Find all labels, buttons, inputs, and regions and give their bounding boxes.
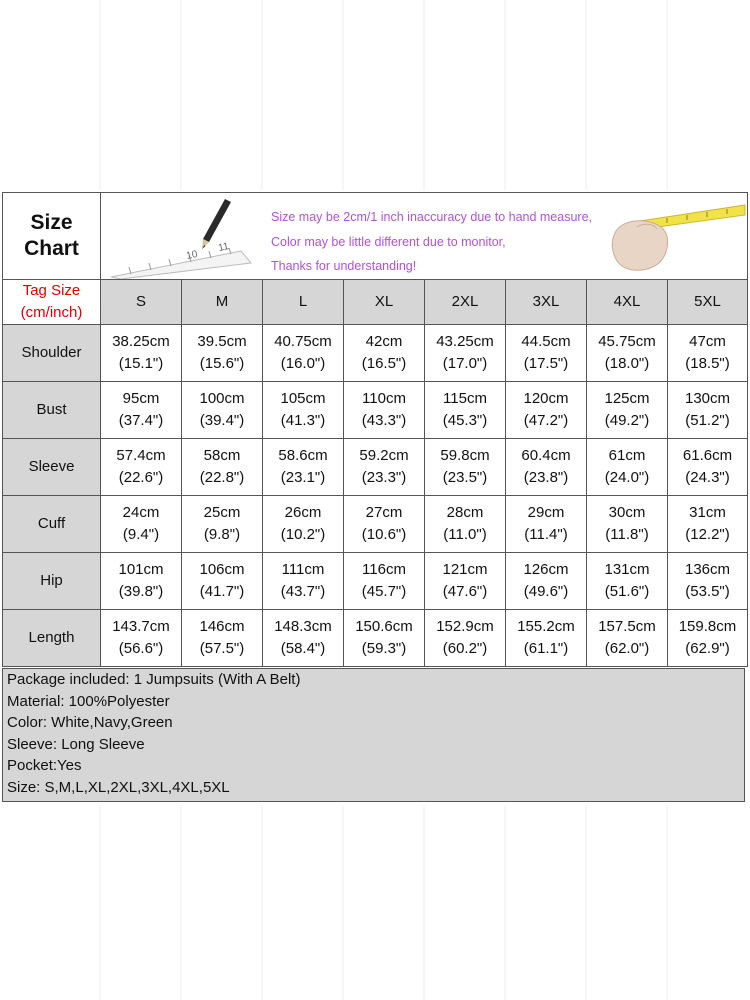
measurement-cell bbox=[506, 325, 587, 382]
size-header-l: L bbox=[263, 280, 344, 325]
inch-value: (24.0") bbox=[604, 469, 650, 486]
inch-value: (58.4") bbox=[280, 640, 326, 657]
cm-value: 40.75cm bbox=[274, 333, 332, 350]
cm-value: 115cm bbox=[443, 390, 487, 407]
note-2: Color may be little different due to monitor, bbox=[271, 234, 506, 249]
row-label: Cuff bbox=[3, 496, 101, 553]
info-sleeve: Sleeve: Long Sleeve bbox=[7, 735, 145, 753]
tag-size-label-line-1: Tag Size bbox=[22, 282, 81, 299]
cm-value: 30cm bbox=[608, 504, 646, 521]
measurement-cell bbox=[587, 553, 668, 610]
measurement-cell bbox=[668, 496, 748, 553]
measurement-cell bbox=[668, 382, 748, 439]
measurement-cell bbox=[101, 553, 182, 610]
measurement-cell bbox=[668, 325, 748, 382]
inch-value: (39.4") bbox=[199, 412, 245, 429]
inch-value: (62.0") bbox=[604, 640, 650, 657]
inch-value: (51.6") bbox=[604, 583, 650, 600]
size-chart bbox=[2, 192, 747, 667]
measurement-cell bbox=[182, 610, 263, 667]
cm-value: 143.7cm bbox=[112, 618, 170, 635]
measurement-cell bbox=[668, 610, 748, 667]
ruler-mark-11: 11 bbox=[217, 241, 230, 254]
cm-value: 148.3cm bbox=[274, 618, 332, 635]
measurement-cell bbox=[587, 382, 668, 439]
table-row bbox=[3, 553, 748, 610]
row-label: Shoulder bbox=[3, 325, 101, 382]
inch-value: (51.2") bbox=[685, 412, 730, 429]
inch-value: (22.6") bbox=[118, 469, 164, 486]
cm-value: 47cm bbox=[689, 333, 726, 350]
cm-value: 59.2cm bbox=[359, 447, 409, 464]
table-row bbox=[3, 382, 748, 439]
measurement-cell bbox=[425, 553, 506, 610]
measurement-cell bbox=[344, 496, 425, 553]
cm-value: 25cm bbox=[203, 504, 241, 521]
inch-value: (57.5") bbox=[199, 640, 245, 657]
cm-value: 44.5cm bbox=[521, 333, 571, 350]
size-header-5xl: 5XL bbox=[668, 280, 748, 325]
size-chart-title bbox=[3, 193, 101, 280]
inch-value: (15.6") bbox=[199, 355, 245, 372]
cm-value: 39.5cm bbox=[197, 333, 247, 350]
cm-value: 57.4cm bbox=[116, 447, 166, 464]
inch-value: (18.5") bbox=[685, 355, 730, 372]
info-material: Material: 100%Polyester bbox=[7, 692, 170, 710]
inch-value: (23.1") bbox=[280, 469, 326, 486]
cm-value: 146cm bbox=[199, 618, 245, 635]
inch-value: (18.0") bbox=[604, 355, 650, 372]
inch-value: (61.1") bbox=[523, 640, 569, 657]
measurement-cell bbox=[506, 553, 587, 610]
measurement-cell bbox=[425, 382, 506, 439]
info-pocket: Pocket:Yes bbox=[7, 757, 82, 775]
measurement-cell bbox=[344, 382, 425, 439]
cm-value: 27cm bbox=[365, 504, 403, 521]
measurement-rows bbox=[3, 325, 748, 667]
cm-value: 105cm bbox=[280, 390, 326, 407]
measurement-cell bbox=[263, 610, 344, 667]
inch-value: (9.4") bbox=[122, 526, 160, 543]
measurement-cell bbox=[587, 439, 668, 496]
inch-value: (56.6") bbox=[118, 640, 164, 657]
note-3: Thanks for understanding! bbox=[271, 259, 417, 273]
inch-value: (24.3") bbox=[685, 469, 730, 486]
cm-value: 121cm bbox=[442, 561, 488, 578]
measurement-cell bbox=[101, 439, 182, 496]
inch-value: (16.0") bbox=[280, 355, 326, 372]
cm-value: 111cm bbox=[281, 561, 325, 578]
cm-value: 131cm bbox=[604, 561, 650, 578]
tag-size-label bbox=[3, 280, 101, 325]
size-header-s: S bbox=[101, 280, 182, 325]
size-header-2xl: 2XL bbox=[425, 280, 506, 325]
inch-value: (16.5") bbox=[361, 355, 407, 372]
ruler-mark-10: 10 bbox=[185, 248, 199, 262]
measurement-cell bbox=[101, 325, 182, 382]
table-row bbox=[3, 439, 748, 496]
measurement-cell bbox=[101, 382, 182, 439]
cm-value: 59.8cm bbox=[440, 447, 490, 464]
cm-value: 152.9cm bbox=[436, 618, 494, 635]
measurement-cell bbox=[182, 496, 263, 553]
measurement-cell bbox=[344, 553, 425, 610]
measurement-cell bbox=[344, 610, 425, 667]
measurement-cell bbox=[182, 439, 263, 496]
cm-value: 136cm bbox=[684, 561, 731, 578]
table-row bbox=[3, 610, 748, 667]
inch-value: (45.3") bbox=[442, 412, 488, 429]
cm-value: 58cm bbox=[203, 447, 241, 464]
inch-value: (10.2") bbox=[280, 526, 326, 543]
inch-value: (39.8") bbox=[118, 583, 164, 600]
measurement-cell bbox=[263, 439, 344, 496]
measurement-cell bbox=[425, 439, 506, 496]
cm-value: 29cm bbox=[527, 504, 565, 521]
inch-value: (45.7") bbox=[361, 583, 407, 600]
inch-value: (37.4") bbox=[118, 412, 164, 429]
measuring-tape-hand-icon bbox=[607, 193, 747, 279]
row-label: Length bbox=[3, 610, 101, 667]
inch-value: (11.8") bbox=[605, 526, 649, 543]
inch-value: (49.6") bbox=[523, 583, 569, 600]
cm-value: 26cm bbox=[284, 504, 322, 521]
cm-value: 106cm bbox=[199, 561, 245, 578]
cm-value: 150.6cm bbox=[355, 618, 413, 635]
cm-value: 45.75cm bbox=[598, 333, 656, 350]
notes bbox=[271, 205, 592, 279]
cm-value: 100cm bbox=[199, 390, 245, 407]
inch-value: (62.9") bbox=[685, 640, 730, 657]
cm-value: 130cm bbox=[684, 390, 731, 407]
inch-value: (41.3") bbox=[280, 412, 326, 429]
inch-value: (9.8") bbox=[203, 526, 241, 543]
measurement-cell bbox=[425, 496, 506, 553]
cm-value: 159.8cm bbox=[678, 618, 737, 635]
info-package: Package included: 1 Jumpsuits (With A Belt) bbox=[7, 671, 301, 688]
measurement-cell bbox=[587, 325, 668, 382]
table-row bbox=[3, 325, 748, 382]
inch-value: (47.6") bbox=[442, 583, 488, 600]
inch-value: (11.0") bbox=[443, 526, 487, 543]
size-header-3xl: 3XL bbox=[506, 280, 587, 325]
size-header-xl: XL bbox=[344, 280, 425, 325]
tag-size-label-line-2: (cm/inch) bbox=[20, 304, 83, 321]
measurement-cell bbox=[263, 325, 344, 382]
inch-value: (23.8") bbox=[523, 469, 569, 486]
inch-value: (12.2") bbox=[685, 526, 730, 543]
measurement-cell bbox=[506, 382, 587, 439]
measurement-cell bbox=[506, 610, 587, 667]
cm-value: 38.25cm bbox=[112, 333, 170, 350]
inch-value: (43.3") bbox=[361, 412, 407, 429]
cm-value: 110cm bbox=[362, 390, 406, 407]
row-label: Sleeve bbox=[3, 439, 101, 496]
measurement-cell bbox=[668, 553, 748, 610]
measurement-cell bbox=[263, 382, 344, 439]
inch-value: (60.2") bbox=[442, 640, 488, 657]
measurement-cell bbox=[425, 325, 506, 382]
cm-value: 120cm bbox=[523, 390, 569, 407]
measurement-cell bbox=[263, 553, 344, 610]
cm-value: 24cm bbox=[122, 504, 160, 521]
cm-value: 116cm bbox=[362, 561, 406, 578]
table-row bbox=[3, 496, 748, 553]
measurement-cell bbox=[263, 496, 344, 553]
inch-value: (11.4") bbox=[524, 526, 568, 543]
cm-value: 60.4cm bbox=[521, 447, 571, 464]
inch-value: (49.2") bbox=[604, 412, 650, 429]
inch-value: (17.5") bbox=[523, 355, 569, 372]
inch-value: (22.8") bbox=[199, 469, 245, 486]
inch-value: (53.5") bbox=[685, 583, 730, 600]
title-line-2: Chart bbox=[24, 237, 79, 260]
cm-value: 28cm bbox=[446, 504, 484, 521]
cm-value: 31cm bbox=[689, 504, 726, 521]
size-header-4xl: 4XL bbox=[587, 280, 668, 325]
measurement-cell bbox=[587, 496, 668, 553]
cm-value: 157.5cm bbox=[598, 618, 656, 635]
row-label: Bust bbox=[3, 382, 101, 439]
measurement-cell bbox=[425, 610, 506, 667]
info-size: Size: S,M,L,XL,2XL,3XL,4XL,5XL bbox=[7, 778, 230, 796]
inch-value: (41.7") bbox=[199, 583, 245, 600]
measurement-cell bbox=[101, 496, 182, 553]
row-label: Hip bbox=[3, 553, 101, 610]
measurement-cell bbox=[344, 439, 425, 496]
inch-value: (10.6") bbox=[361, 526, 407, 543]
inch-value: (47.2") bbox=[523, 412, 569, 429]
inch-value: (43.7") bbox=[280, 583, 326, 600]
inch-value: (23.5") bbox=[442, 469, 488, 486]
size-table bbox=[2, 192, 748, 667]
measurement-cell bbox=[344, 325, 425, 382]
cm-value: 126cm bbox=[523, 561, 569, 578]
cm-value: 61.6cm bbox=[682, 447, 733, 464]
cm-value: 95cm bbox=[122, 390, 160, 407]
inch-value: (23.3") bbox=[361, 469, 407, 486]
inch-value: (15.1") bbox=[118, 355, 164, 372]
size-header-m: M bbox=[182, 280, 263, 325]
info-color: Color: White,Navy,Green bbox=[7, 714, 173, 732]
pencil-ruler-icon bbox=[101, 193, 261, 279]
cm-value: 61cm bbox=[608, 447, 646, 464]
product-info bbox=[2, 668, 745, 802]
measurement-cell bbox=[182, 325, 263, 382]
header-banner bbox=[101, 193, 748, 280]
cm-value: 155.2cm bbox=[517, 618, 575, 635]
cm-value: 101cm bbox=[118, 561, 164, 578]
cm-value: 125cm bbox=[604, 390, 650, 407]
inch-value: (17.0") bbox=[442, 355, 488, 372]
measurement-cell bbox=[587, 610, 668, 667]
measurement-cell bbox=[506, 496, 587, 553]
title-line-1: Size bbox=[30, 211, 73, 234]
measurement-cell bbox=[182, 553, 263, 610]
measurement-cell bbox=[506, 439, 587, 496]
note-1: Size may be 2cm/1 inch inaccuracy due to hand measure, bbox=[271, 210, 593, 224]
cm-value: 58.6cm bbox=[278, 447, 328, 464]
cm-value: 42cm bbox=[365, 333, 403, 350]
cm-value: 43.25cm bbox=[436, 333, 494, 350]
measurement-cell bbox=[668, 439, 748, 496]
measurement-cell bbox=[182, 382, 263, 439]
measurement-cell bbox=[101, 610, 182, 667]
inch-value: (59.3") bbox=[361, 640, 407, 657]
